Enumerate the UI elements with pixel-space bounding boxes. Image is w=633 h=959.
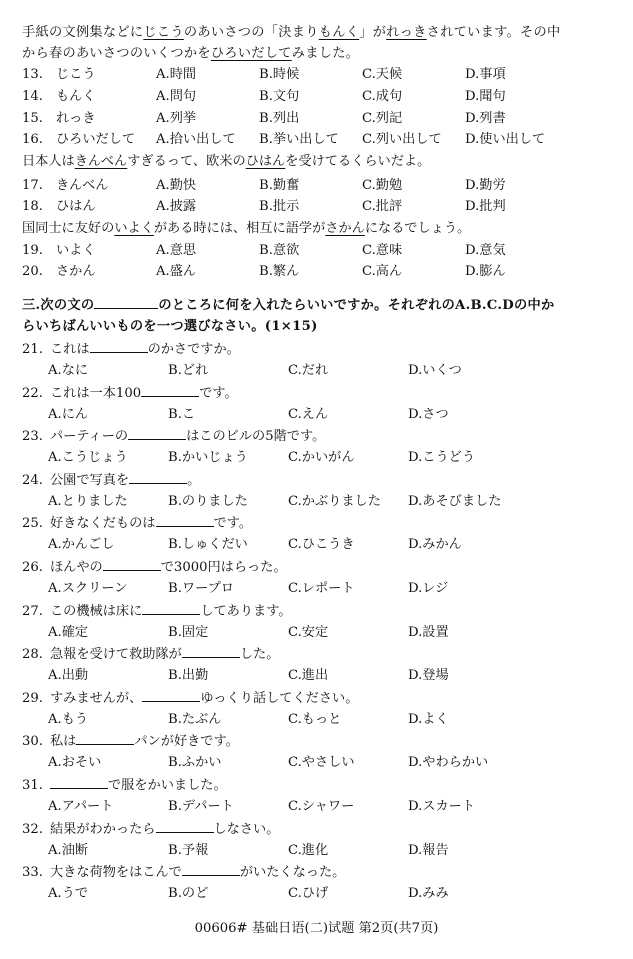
page-footer: 00606# 基础日语(二)试题 第2页(共7页) <box>194 921 439 936</box>
answer-blank <box>182 863 240 876</box>
option-b: B.のりました <box>168 494 248 509</box>
section-text: らいちばんいいものを一つ選びなさい。(1×15) <box>22 319 318 334</box>
option-a: A.盛ん <box>156 264 197 279</box>
question-text: で3000円はらった。 <box>160 560 287 575</box>
vocab-question <box>22 88 158 106</box>
option-a: A.なに <box>48 363 89 378</box>
question-stem <box>22 514 252 533</box>
option-c: C.だれ <box>288 363 329 378</box>
option-c: C.列記 <box>362 111 403 126</box>
intro-text: 」が <box>359 25 387 40</box>
answer-blank <box>156 514 214 527</box>
underlined-word: もんく <box>318 25 360 40</box>
option-a: A.問句 <box>156 89 197 104</box>
question-stem <box>22 820 279 839</box>
intro-text: を受けてるくらいだよ。 <box>285 154 431 169</box>
option-b: B.たぶん <box>168 712 222 727</box>
answer-blank <box>103 558 161 571</box>
section-text: 三.次の文の <box>22 298 95 313</box>
section-text: のところに何を入れたらいいですか。それぞれのA.B.C.Dの中か <box>158 298 555 313</box>
question-stem <box>22 863 345 882</box>
intro-passage-1 <box>22 22 614 64</box>
question-word: さかん <box>56 264 96 279</box>
option-c: C.やさしい <box>288 755 355 770</box>
question-stem <box>22 732 239 751</box>
option-a: A.披露 <box>156 199 197 214</box>
option-b: B.挙い出して <box>259 132 339 147</box>
intro-text: 日本人は <box>22 154 75 169</box>
question-text: しなさい。 <box>213 822 280 837</box>
question-number: 23. <box>22 429 43 444</box>
question-number: 21. <box>22 342 43 357</box>
option-d: D.登場 <box>408 668 449 683</box>
question-stem <box>22 689 358 708</box>
option-a: A.こうじょう <box>48 450 128 465</box>
question-text: すみませんが、 <box>50 691 143 706</box>
question-text: 結果がわかったら <box>50 822 156 837</box>
question-word: れっき <box>56 111 96 126</box>
intro-text: 国同士に友好の <box>22 221 115 236</box>
option-c: C.天候 <box>362 67 403 82</box>
option-a: A.勤快 <box>156 178 197 193</box>
option-d: D.勤労 <box>465 178 506 193</box>
intro-text: されています。その中 <box>426 25 561 40</box>
vocab-question <box>22 110 158 128</box>
question-text: ほんやの <box>50 560 103 575</box>
option-d: D.レジ <box>408 581 449 596</box>
question-word: じこう <box>56 67 96 82</box>
question-number: 26. <box>22 560 43 575</box>
option-b: B.列出 <box>259 111 300 126</box>
question-text: ゆっくり話してください。 <box>200 691 359 706</box>
option-d: D.みかん <box>408 537 462 552</box>
option-a: A.かんごし <box>48 537 115 552</box>
vocab-question <box>22 263 158 281</box>
option-d: D.意気 <box>465 243 506 258</box>
option-c: C.安定 <box>288 625 329 640</box>
vocab-question <box>22 242 158 260</box>
option-b: B.ふかい <box>168 755 222 770</box>
question-number: 17. <box>22 178 43 193</box>
option-a: A.にん <box>48 407 89 422</box>
question-text: 。 <box>187 473 201 488</box>
option-d: D.よく <box>408 712 449 727</box>
option-b: B.ワープロ <box>168 581 234 596</box>
option-a: A.うで <box>48 886 89 901</box>
question-number: 16. <box>22 132 43 147</box>
question-text: 公園で写真を <box>50 473 130 488</box>
option-b: B.固定 <box>168 625 209 640</box>
option-d: D.列書 <box>465 111 506 126</box>
option-c: C.高ん <box>362 264 403 279</box>
option-c: C.もっと <box>288 712 342 727</box>
underlined-word: れっき <box>386 25 427 40</box>
intro-passage-3 <box>22 220 470 238</box>
option-d: D.批判 <box>465 199 506 214</box>
answer-blank <box>141 384 199 397</box>
option-c: C.レポート <box>288 581 355 596</box>
question-text: これは一本100 <box>50 386 142 401</box>
option-c: C.かぶりました <box>288 494 381 509</box>
option-b: B.繁ん <box>259 264 300 279</box>
question-number: 13. <box>22 67 43 82</box>
question-number: 22. <box>22 386 43 401</box>
blank-line <box>94 296 158 309</box>
question-text: 好きなくだものは <box>50 516 156 531</box>
question-text: 大きな荷物をはこんで <box>50 865 182 880</box>
question-stem <box>22 471 200 490</box>
intro-text: になるでしょう。 <box>364 221 471 236</box>
option-b: B.しゅくだい <box>168 537 248 552</box>
option-c: C.ひこうき <box>288 537 355 552</box>
question-text: 急報を受けて救助隊が <box>50 647 182 662</box>
option-d: D.あそびました <box>408 494 502 509</box>
option-a: A.時間 <box>156 67 197 82</box>
option-a: A.おそい <box>48 755 102 770</box>
option-d: D.膨ん <box>465 264 506 279</box>
answer-blank <box>129 471 187 484</box>
question-number: 27. <box>22 604 43 619</box>
answer-blank <box>156 820 214 833</box>
question-text: してあります。 <box>200 604 292 619</box>
vocab-question <box>22 177 158 195</box>
option-a: A.出動 <box>48 668 89 683</box>
option-c: C.かいがん <box>288 450 355 465</box>
option-b: B.勤奮 <box>259 178 300 193</box>
question-stem <box>22 645 279 664</box>
answer-blank <box>90 340 148 353</box>
question-stem <box>22 776 227 795</box>
intro-text: のあいさつの「決まり <box>183 25 319 40</box>
intro-text: から春のあいさつのいくつかを <box>22 46 211 61</box>
question-number: 19. <box>22 243 43 258</box>
option-c: C.批評 <box>362 199 403 214</box>
option-c: C.列い出して <box>362 132 442 147</box>
answer-blank <box>76 732 134 745</box>
option-c: C.勤勉 <box>362 178 403 193</box>
question-text: はこのビルの5階です。 <box>186 429 326 444</box>
option-c: C.意味 <box>362 243 403 258</box>
option-b: B.デパート <box>168 799 234 814</box>
option-c: C.進出 <box>288 668 329 683</box>
question-text: です。 <box>213 516 253 531</box>
answer-blank <box>142 602 200 615</box>
option-d: D.スカート <box>408 799 476 814</box>
underlined-word: じこう <box>143 25 184 40</box>
option-d: D.使い出して <box>465 132 546 147</box>
question-word: ひはん <box>56 199 96 214</box>
question-stem <box>22 427 325 446</box>
option-a: A.確定 <box>48 625 89 640</box>
option-a: A.アパート <box>48 799 114 814</box>
question-number: 33. <box>22 865 43 880</box>
option-b: B.こ <box>168 407 196 422</box>
option-d: D.いくつ <box>408 363 462 378</box>
question-number: 24. <box>22 473 43 488</box>
question-number: 32. <box>22 822 43 837</box>
option-b: B.批示 <box>259 199 300 214</box>
question-word: ひろいだして <box>56 132 136 147</box>
underlined-word: きんべん <box>74 154 128 169</box>
answer-blank <box>142 689 200 702</box>
option-d: D.聞句 <box>465 89 506 104</box>
underlined-word: ひはん <box>245 154 286 169</box>
question-number: 20. <box>22 264 43 279</box>
question-text: のかさですか。 <box>147 342 240 357</box>
option-b: B.意欲 <box>259 243 300 258</box>
question-text: パーティーの <box>50 429 129 444</box>
intro-passage-2 <box>22 153 430 171</box>
question-stem <box>22 602 292 621</box>
question-text: この機械は床に <box>50 604 143 619</box>
option-d: D.報告 <box>408 843 449 858</box>
answer-blank <box>50 776 108 789</box>
vocab-question <box>22 198 158 216</box>
intro-text: すぎるって、欧米の <box>127 154 246 169</box>
option-d: D.みみ <box>408 886 449 901</box>
option-a: A.スクリーン <box>48 581 128 596</box>
question-stem <box>22 384 238 403</box>
question-number: 31. <box>22 778 43 793</box>
question-number: 18. <box>22 199 43 214</box>
option-c: C.進化 <box>288 843 329 858</box>
option-d: D.さつ <box>408 407 449 422</box>
intro-text: 手紙の文例集などに <box>22 25 144 40</box>
question-number: 15. <box>22 111 43 126</box>
option-a: A.意思 <box>156 243 197 258</box>
underlined-word: さかん <box>325 221 365 236</box>
option-c: C.えん <box>288 407 329 422</box>
option-b: B.のど <box>168 886 209 901</box>
question-text: がいたくなった。 <box>239 865 346 880</box>
question-number: 25. <box>22 516 43 531</box>
question-word: きんべん <box>56 178 109 193</box>
vocab-question <box>22 66 158 84</box>
question-word: もんく <box>56 89 96 104</box>
question-text: した。 <box>239 647 280 662</box>
option-d: D.設置 <box>408 625 449 640</box>
option-d: D.こうどう <box>408 450 476 465</box>
option-b: B.予報 <box>168 843 209 858</box>
option-a: A.拾い出して <box>156 132 236 147</box>
option-a: A.列挙 <box>156 111 197 126</box>
answer-blank <box>182 645 240 658</box>
option-a: A.油断 <box>48 843 89 858</box>
vocab-question <box>22 131 158 149</box>
question-word: いよく <box>56 243 96 258</box>
option-b: B.どれ <box>168 363 209 378</box>
question-text: 私は <box>50 734 77 749</box>
option-c: C.シャワー <box>288 799 355 814</box>
question-text: パンが好きです。 <box>134 734 239 749</box>
answer-blank <box>128 427 186 440</box>
option-b: B.かいじょう <box>168 450 248 465</box>
question-stem <box>22 340 240 359</box>
question-number: 30. <box>22 734 43 749</box>
option-b: B.出勤 <box>168 668 209 683</box>
question-text: で服をかいました。 <box>108 778 227 793</box>
question-number: 29. <box>22 691 43 706</box>
option-b: B.時候 <box>259 67 300 82</box>
option-b: B.文句 <box>259 89 300 104</box>
question-number: 28. <box>22 647 43 662</box>
question-number: 14. <box>22 89 43 104</box>
option-d: D.事項 <box>465 67 506 82</box>
intro-text: がある時には、相互に語学が <box>153 221 326 236</box>
intro-text: みました。 <box>291 46 360 61</box>
section-instructions <box>22 295 614 337</box>
option-c: C.ひげ <box>288 886 329 901</box>
underlined-word: いよく <box>114 221 154 236</box>
question-text: です。 <box>199 386 238 401</box>
question-text: これは <box>50 342 90 357</box>
option-d: D.やわらかい <box>408 755 489 770</box>
option-c: C.成句 <box>362 89 403 104</box>
underlined-word: ひろいだして <box>210 46 292 61</box>
question-stem <box>22 558 287 577</box>
option-a: A.とりました <box>48 494 128 509</box>
option-a: A.もう <box>48 712 89 727</box>
